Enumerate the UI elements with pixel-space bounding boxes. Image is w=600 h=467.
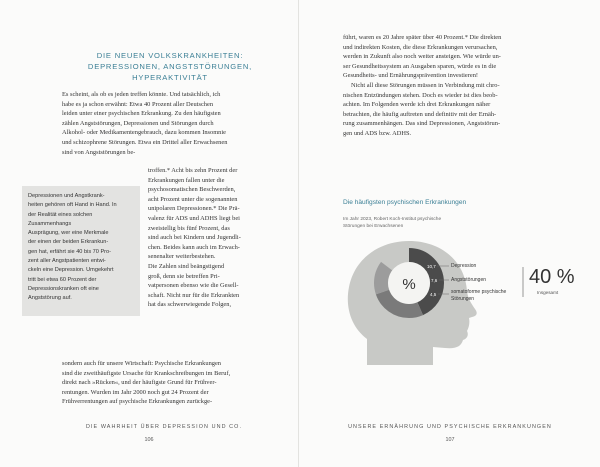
text-line: rung zusammenhängen. Das sind Depressionen, Angststörun- — [343, 120, 501, 128]
page-number: 107 — [445, 437, 455, 443]
text-line: Frühverrentungen auf psychische Erkrankungen zurückge- — [62, 398, 213, 406]
text-line: valenz für ADS und ADHS liegt bei — [148, 214, 240, 222]
text-line: zweistellig bis fünf Prozent, das — [148, 224, 230, 232]
legend-somato: somatoforme psychische Störungen — [451, 289, 507, 302]
box-line: der Realität eines solchen Zusammenhangs — [28, 211, 93, 227]
box-line: Depressionskranken oft eine — [28, 285, 99, 292]
figure-source — [343, 216, 483, 230]
text-line: sind von Angststörungen be- — [62, 148, 136, 156]
text-line: zählen Angststörungen, Depressionen und Störungen durch — [62, 119, 214, 127]
text-line: habe es ja schon erwähnt: Etwa 40 Prozent aller Deutschen — [62, 100, 214, 108]
text-line: und schizophrene Störungen. Etwa ein Drittel aller Erwachsenen — [62, 138, 228, 146]
text-line: achten. Im Folgenden werde ich drei Erkrankungen näher — [343, 101, 491, 109]
text-line: vatpersonen ebenso wie die Gesell- — [148, 282, 239, 290]
text-line: sind auch bei Kindern und Jugendli- — [148, 234, 241, 242]
text-line: Es scheint, als ob es jeden treffen könnte. Und tatsächlich, ich — [62, 91, 221, 98]
text-line: Erkrankungen fallen unter die — [148, 176, 225, 184]
text-line: Alkohol- oder Medikamentengebrauch, dazu kommen Insomnie — [62, 129, 226, 137]
heading-line: HYPERAKTIVITÄT — [132, 73, 208, 82]
text-line: nischen Entzündungen stehen. Doch es wieder ist dies beob- — [343, 91, 498, 99]
running-footer: UNSERE ERNÄHRUNG UND PSYCHISCHE ERKRANKUNGEN — [348, 424, 552, 430]
text-line: Nicht all diese Störungen müssen in Verbindung mit chro- — [351, 81, 500, 89]
text-line: groß, denn sie betreffen Pri- — [148, 272, 220, 280]
box-line: Depressionen und Angstkrank- — [28, 193, 105, 199]
heading-line: DEPRESSIONEN, ANGSTSTÖRUNGEN, — [87, 62, 253, 71]
text-line: werden in Zukunft also noch weiter ansteigen. Wie würde un- — [343, 53, 501, 61]
text-line: Gesundheits- und Ernährungsprävention investieren! — [343, 72, 479, 80]
legend-depression: Depression — [451, 263, 477, 269]
box-line: zent aller Angstpatienten entwi- — [28, 258, 106, 265]
ring-value-depression: 10,7 — [427, 264, 436, 269]
box-line: ckeln eine Depression. Umgekehrt — [28, 267, 114, 274]
ring-value-somato: 4,5 — [430, 292, 437, 297]
text-line: leiden unter einer psychischen Erkrankung. Zu den häufigsten — [62, 110, 221, 118]
box-line: Angststörung auf. — [28, 295, 72, 302]
right-page — [299, 0, 600, 467]
text-line: direkt nach »Rücken«, und der häufigste Grund für Frühver- — [62, 379, 217, 387]
box-line: gen hat, erfährt sie 40 bis 70 Pro- — [28, 248, 112, 255]
box-line: Ausprägung, wer eine Merkmale — [28, 230, 109, 237]
text-line: führt, waren es 20 Jahre später über 40 Prozent.* Die direkten — [343, 34, 502, 41]
text-line: sondern auch für unsere Wirtschaft: Psychische Erkrankungen — [62, 360, 221, 367]
text-line: senenalter weiterbestehen. — [148, 253, 216, 261]
running-footer: DIE WAHRHEIT ÜBER DEPRESSION UND CO. — [85, 424, 243, 430]
left-body-top — [62, 90, 266, 157]
head-infographic — [337, 235, 587, 365]
source-line: Störungen bei Erwachsenen — [343, 224, 404, 229]
text-line: chen. Beides kann auch im Erwach- — [148, 243, 240, 251]
total-label: Insgesamt — [537, 290, 559, 295]
box-line: tritt bei etwa 60 Prozent der — [28, 276, 97, 283]
text-line: schaft. Nicht nur für die Erkrankten — [148, 291, 240, 299]
text-line: sind die zweithäufigste Ursache für Krankschreibungen im Beruf, — [62, 369, 231, 377]
left-page — [0, 0, 299, 467]
right-body — [343, 33, 547, 139]
left-body-column — [148, 166, 266, 310]
source-line: Im Jahr 2023, Robert Koch-Institut psychische — [343, 217, 442, 222]
box-line: heiten gehören oft Hand in Hand. In — [28, 202, 117, 209]
text-line: acht Prozent unter die sogenannten — [148, 195, 238, 203]
text-line: Die Zahlen sind beängstigend — [148, 262, 225, 270]
box-line: der einen der beiden Erkrankun- — [28, 239, 109, 246]
text-line: rentungen. Wurden im Jahr 2000 noch gut 24 Prozent der — [62, 388, 209, 396]
page-number: 106 — [144, 437, 154, 443]
total-value: 40 % — [529, 266, 575, 288]
figure-title: Die häufigsten psychischen Erkrankungen — [343, 199, 467, 206]
left-body-bottom — [62, 359, 266, 407]
text-line: und indirekten Kosten, die diese Erkrankungen verursachen, — [343, 43, 498, 51]
text-line: hat das schwerwiegende Folgen, — [148, 301, 232, 309]
ring-value-angst: 7,6 — [431, 278, 438, 283]
text-line: gen und ADS bzw. ADHS. — [343, 129, 412, 137]
text-line: ser Gesundheitssystem an Ausgaben sparen, würde es in die — [343, 62, 497, 70]
text-line: unipolaren Depressionen.* Die Prä- — [148, 205, 240, 213]
text-line: troffen.* Acht bis zehn Prozent der — [148, 167, 238, 174]
info-box — [22, 186, 140, 316]
ring-center-label: % — [402, 276, 416, 293]
text-line: psychosomatischen Beschwerden, — [148, 186, 236, 194]
legend-angst: Angststörungen — [451, 277, 487, 283]
chapter-heading — [80, 50, 260, 83]
heading-line: DIE NEUEN VOLKSKRANKHEITEN: — [96, 51, 244, 60]
text-line: betrachten, die häufig auftreten und definitiv mit der Ernäh- — [343, 110, 497, 118]
